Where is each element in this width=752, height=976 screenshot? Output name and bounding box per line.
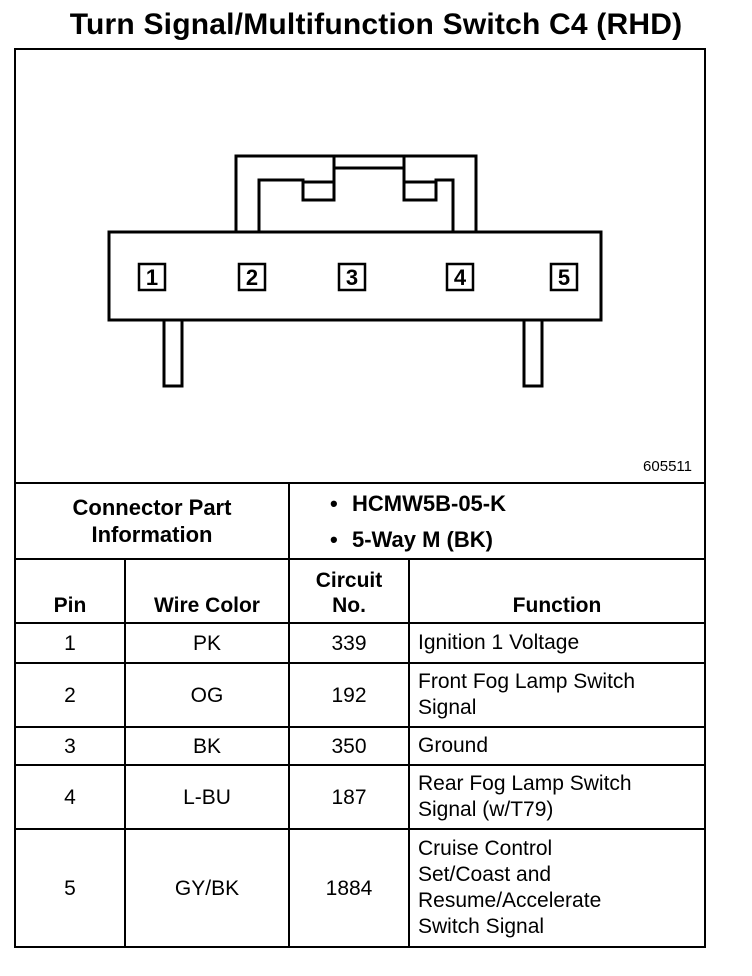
table-row [16, 764, 704, 828]
part-info-row [16, 482, 704, 558]
col-header-circuit: Circuit No. [288, 560, 408, 622]
col-header-pin: Pin [53, 594, 87, 617]
table-row [16, 828, 704, 946]
pin-3 [339, 264, 365, 290]
function-line: Ignition 1 Voltage [418, 631, 580, 654]
function-line: Switch Signal [418, 915, 545, 938]
circuit-cell: 187 [288, 766, 408, 828]
table-row [16, 726, 704, 764]
figure-id: 605511 [643, 458, 692, 475]
function-line: Signal (w/T79) [418, 798, 554, 821]
function-cell [408, 728, 704, 764]
pin-cell: 3 [64, 734, 76, 758]
part-info-item: • 5-Way M (BK) [330, 527, 493, 552]
pin-cell: 1 [64, 631, 76, 655]
function-cell [408, 830, 704, 946]
pin-cell: 5 [64, 876, 76, 900]
connector-face-drawing [16, 50, 704, 482]
circuit-cell: 192 [288, 664, 408, 726]
connector-diagram [16, 50, 704, 482]
function-cell [408, 766, 704, 828]
circuit-cell: 1884 [288, 830, 408, 946]
connector-sheet [14, 48, 706, 948]
col-header-wire-color: Wire Color [124, 560, 288, 622]
pin-4 [447, 264, 473, 290]
part-info-list [288, 484, 704, 558]
function-line: Cruise Control [418, 837, 553, 860]
wire-color-cell: GY/BK [124, 830, 288, 946]
function-cell [408, 664, 704, 726]
part-info-label [16, 484, 288, 558]
function-line: Ground [418, 734, 489, 757]
pin-number: 1 [145, 265, 159, 290]
function-line: Resume/Accelerate [418, 889, 602, 912]
col-header-function: Function [408, 560, 704, 622]
table-row [16, 662, 704, 726]
pin-number: 2 [245, 265, 259, 290]
function-cell [408, 624, 704, 662]
pin-cell: 2 [64, 683, 76, 707]
function-line: Rear Fog Lamp Switch [418, 772, 632, 795]
circuit-cell: 350 [288, 728, 408, 764]
latch-inner [259, 168, 453, 232]
left-leg [164, 320, 182, 386]
pin-number: 3 [345, 265, 359, 290]
wire-color-cell: PK [124, 624, 288, 662]
pin-2 [239, 264, 265, 290]
pin-number: 4 [453, 265, 467, 290]
circuit-cell: 339 [288, 624, 408, 662]
part-info-label-line2: Information [91, 522, 213, 547]
function-line: Front Fog Lamp Switch [418, 670, 636, 693]
pin-number: 5 [557, 265, 571, 290]
pin-cell: 4 [64, 785, 76, 809]
table-row [16, 622, 704, 662]
right-leg [524, 320, 542, 386]
wire-color-cell: L-BU [124, 766, 288, 828]
page-title: Turn Signal/Multifunction Switch C4 (RHD) [69, 8, 683, 41]
wire-color-cell: OG [124, 664, 288, 726]
pin-1 [139, 264, 165, 290]
part-info-item: • HCMW5B-05-K [330, 491, 506, 516]
function-line: Set/Coast and [418, 863, 552, 886]
table-header-row [16, 558, 704, 622]
wire-color-cell: BK [124, 728, 288, 764]
part-info-label-line1: Connector Part [72, 495, 232, 520]
function-line: Signal [418, 696, 477, 719]
pin-5 [551, 264, 577, 290]
